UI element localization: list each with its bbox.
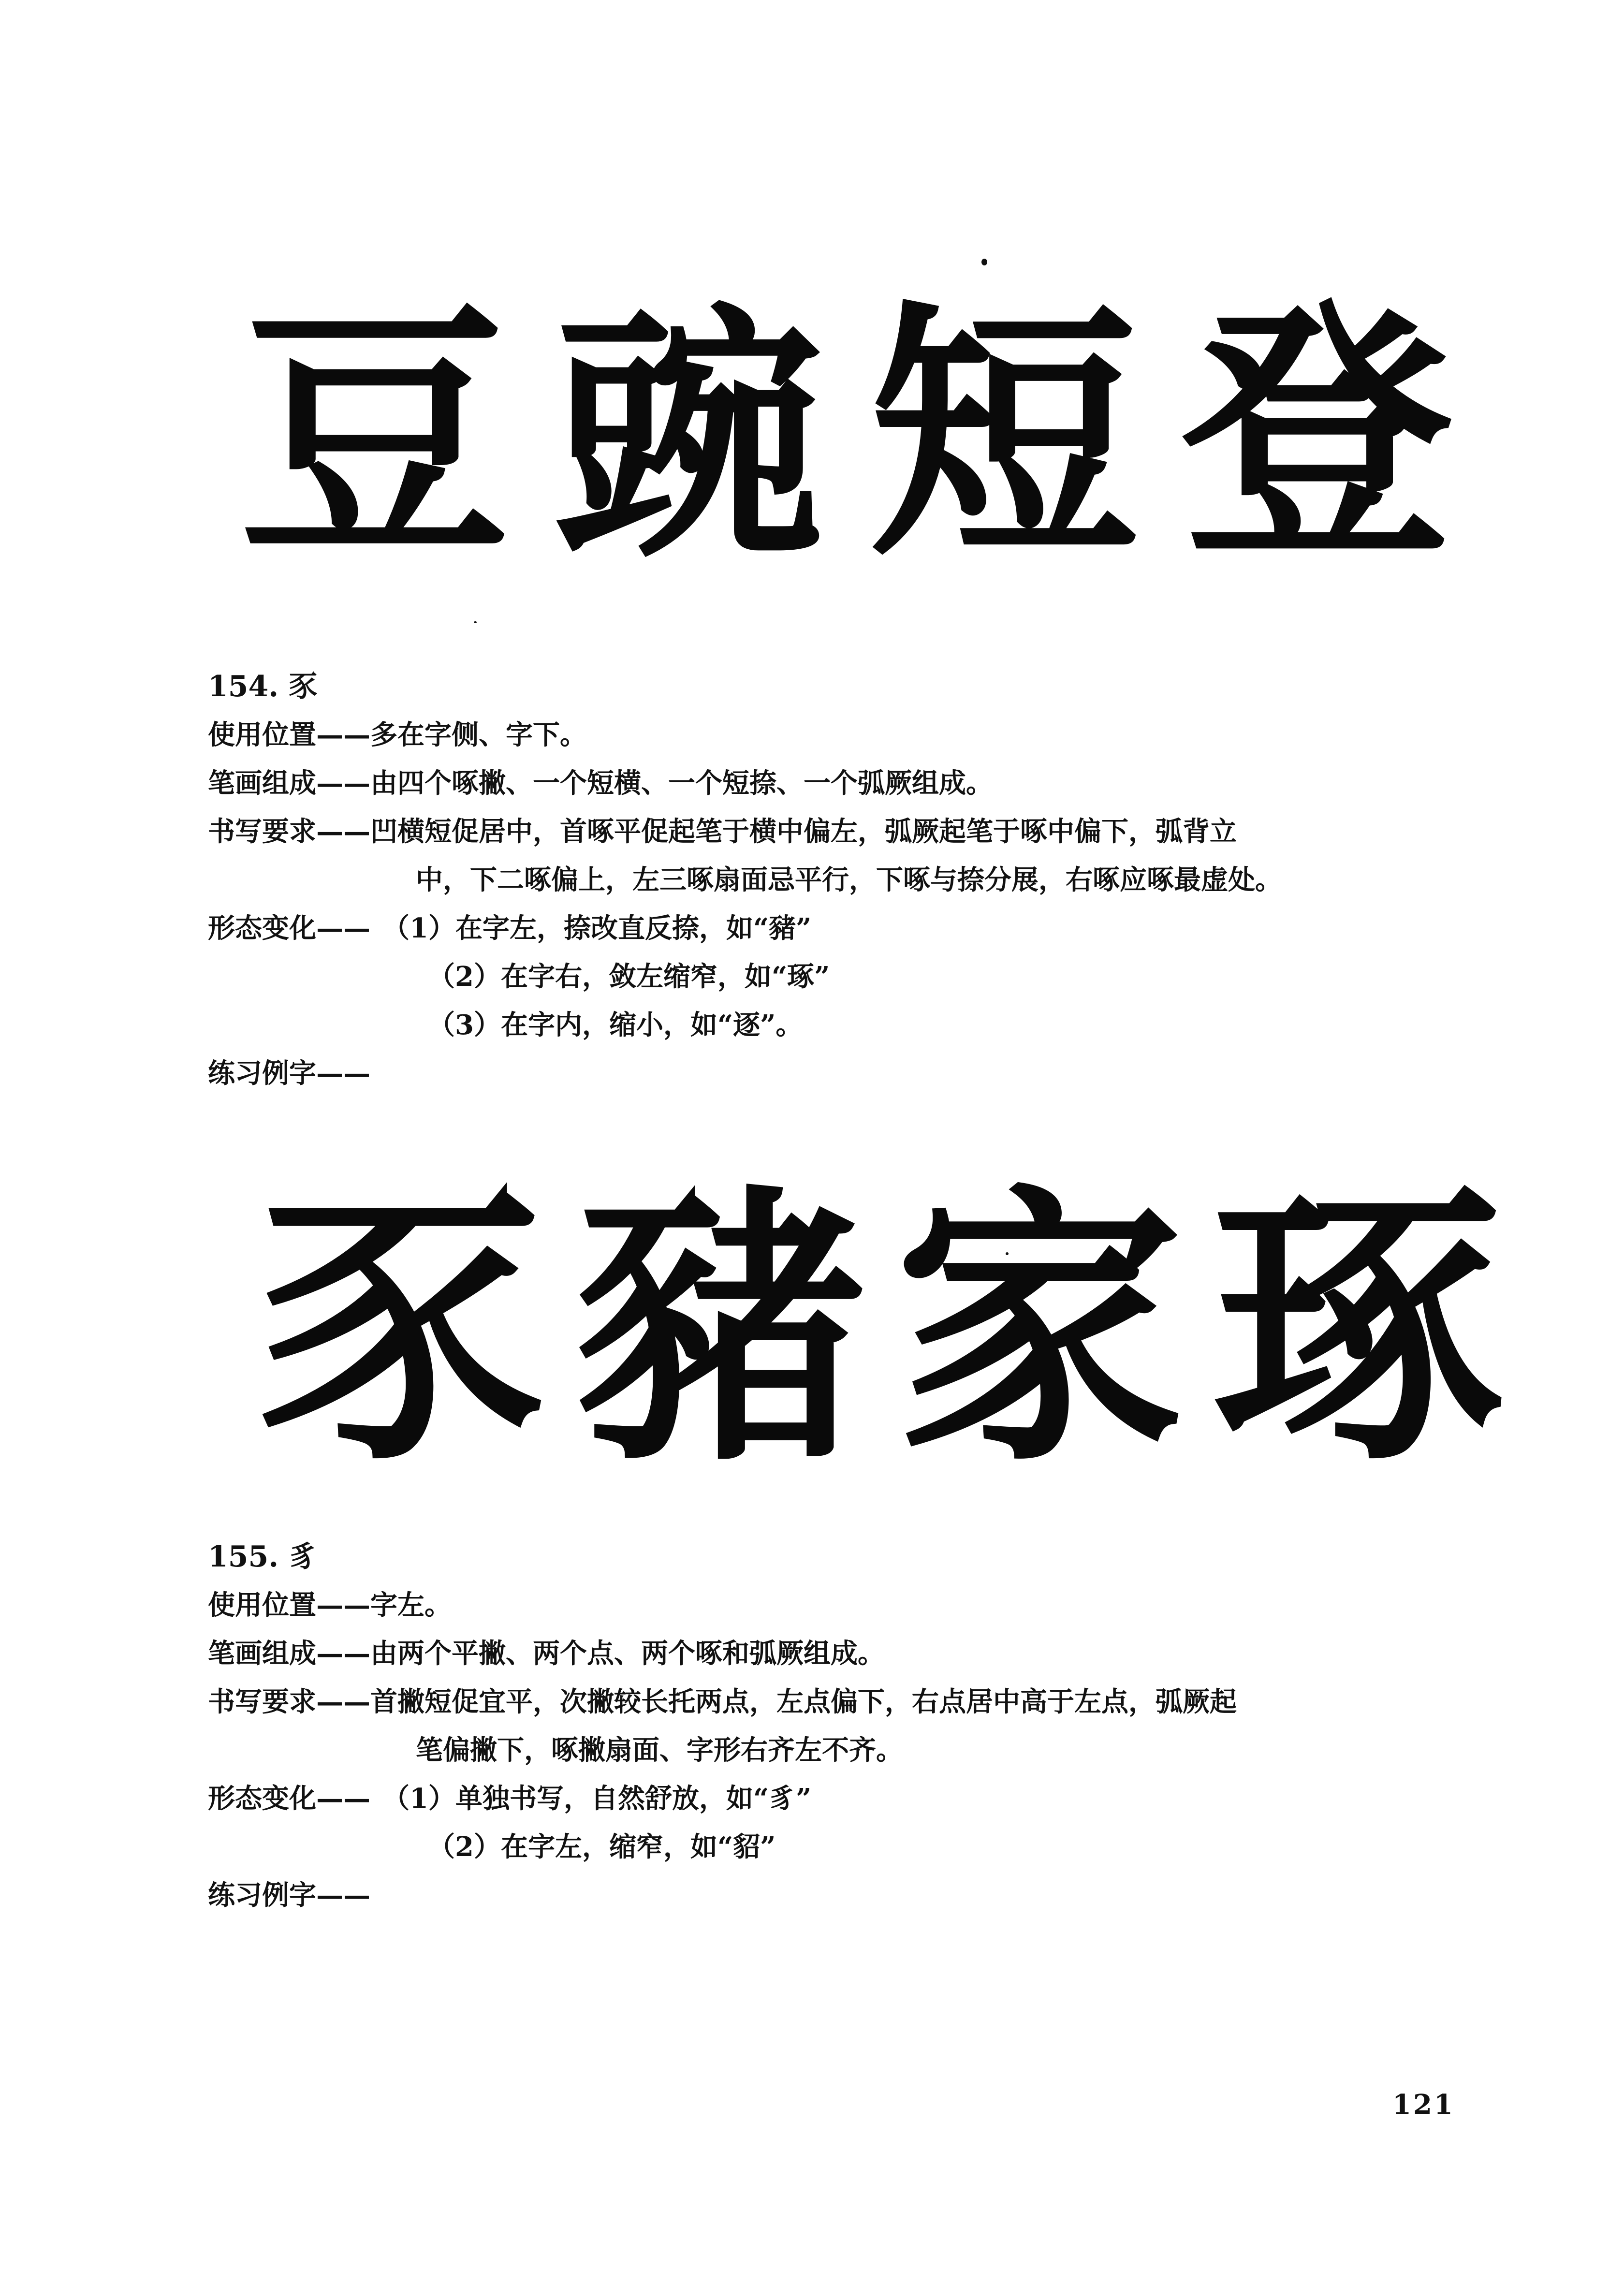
form-label: 形态变化—— <box>208 1783 370 1815</box>
page-number: 121 <box>1392 2089 1455 2121</box>
section-154 <box>208 662 1513 1098</box>
section-155 <box>208 1533 1513 1919</box>
ink-speck <box>474 621 477 623</box>
writing-row <box>208 1678 1513 1726</box>
example-character: 豬 <box>575 1159 865 1500</box>
strokes-label: 笔画组成—— <box>208 1638 370 1669</box>
form-row <box>208 1774 1513 1823</box>
position-label: 使用位置—— <box>208 719 370 751</box>
example-character: 豌 <box>554 276 824 594</box>
writing-label: 书写要求—— <box>208 816 370 848</box>
writing-row <box>208 807 1513 856</box>
form-variant: （3）在字内，缩小，如“逐”。 <box>428 1009 803 1041</box>
position-row <box>208 1581 1513 1629</box>
writing-label: 书写要求—— <box>208 1686 370 1718</box>
strokes-row <box>208 759 1513 807</box>
example-character: 豕 <box>256 1159 546 1500</box>
position-text: 多在字侧、字下。 <box>370 719 587 751</box>
example-character: 短 <box>868 276 1139 594</box>
example-characters-middle <box>0 1159 1624 1500</box>
example-character: 登 <box>1182 276 1453 594</box>
position-row <box>208 711 1513 759</box>
form-label: 形态变化—— <box>208 912 370 944</box>
form-variant: （2）在字右，敛左缩窄，如“琢” <box>428 961 830 993</box>
example-characters-top <box>0 276 1624 594</box>
writing-text: 首撇短促宜平，次撇较长托两点，左点偏下，右点居中高于左点，弧厥起 <box>370 1686 1237 1718</box>
section-heading: 154. 豕 <box>208 670 318 703</box>
form-variant: （2）在字左，缩窄，如“貂” <box>428 1831 776 1863</box>
practice-label: 练习例字—— <box>208 1879 370 1911</box>
strokes-row <box>208 1629 1513 1678</box>
form-variant: （1）单独书写，自然舒放，如“豸” <box>382 1783 812 1815</box>
writing-text-continued: 笔偏撇下，啄撇扇面、字形右齐左不齐。 <box>416 1734 903 1766</box>
strokes-label: 笔画组成—— <box>208 767 370 799</box>
practice-label: 练习例字—— <box>208 1057 370 1089</box>
form-variant: （1）在字左，捺改直反捺，如“豬” <box>382 912 812 944</box>
writing-text-continued: 中，下二啄偏上，左三啄扇面忌平行，下啄与捺分展，右啄应啄最虚处。 <box>416 864 1282 896</box>
writing-text: 凹横短促居中，首啄平促起笔于横中偏左，弧厥起笔于啄中偏下，弧背立 <box>370 816 1237 848</box>
position-label: 使用位置—— <box>208 1589 370 1621</box>
ink-speck <box>981 259 987 265</box>
section-heading: 155. 豸 <box>208 1540 318 1574</box>
position-text: 字左。 <box>370 1589 452 1621</box>
example-character: 豆 <box>239 276 510 594</box>
strokes-text: 由两个平撇、两个点、两个啄和弧厥组成。 <box>370 1638 885 1669</box>
example-character: 家 <box>894 1159 1185 1500</box>
example-character: 琢 <box>1214 1159 1504 1500</box>
strokes-text: 由四个啄撇、一个短横、一个短捺、一个弧厥组成。 <box>370 767 993 799</box>
form-row <box>208 904 1513 952</box>
